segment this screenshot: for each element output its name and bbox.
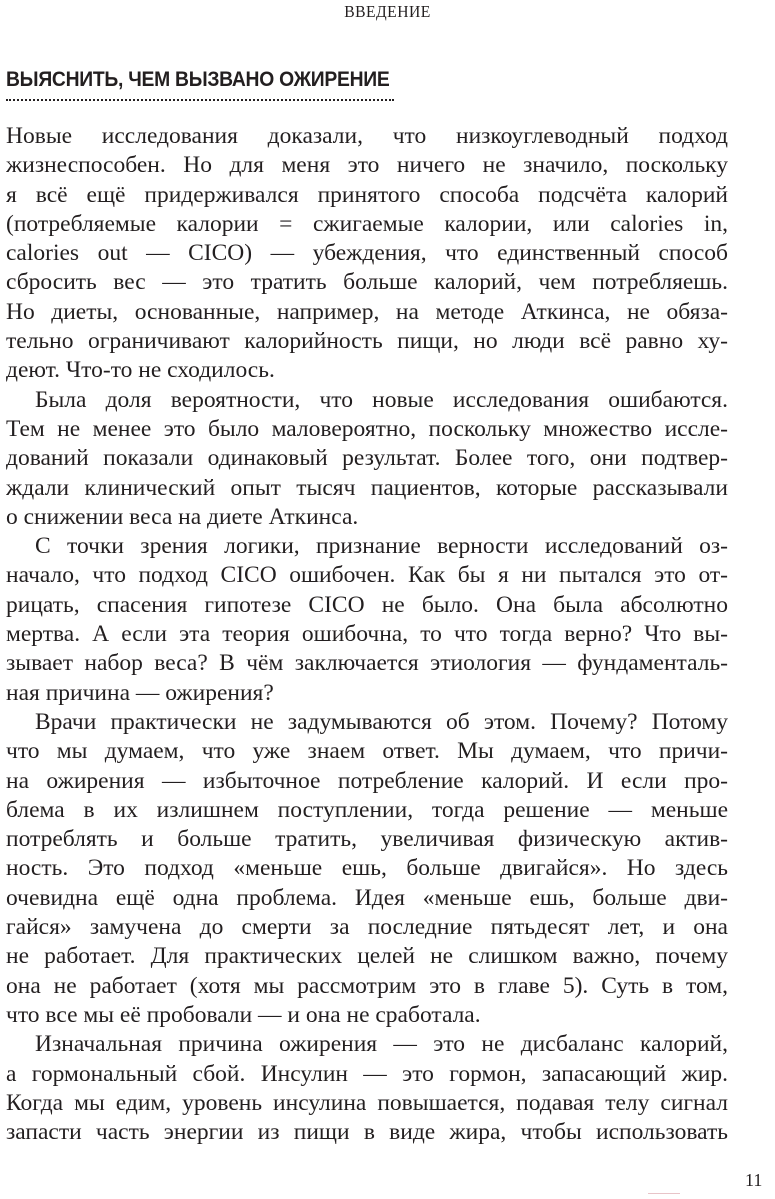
text-line: жизнеспособен. Но для меня это ничего не значило, поскольку (6, 152, 728, 179)
body-text (6, 122, 728, 1147)
text-line: деют. Что-то не сходилось. (6, 357, 275, 384)
text-line: тельно ограничивают калорийность пищи, но люди всё равно ху- (6, 328, 728, 355)
paragraph (6, 386, 728, 532)
text-line: ная причина — ожирения? (6, 679, 274, 706)
text-line: calories out — CICO) — убеждения, что единственный способ (6, 240, 728, 267)
text-line: ность. Это подход «меньше ешь, больше двигайся». Но здесь (6, 855, 728, 882)
text-line: Но диеты, основанные, например, на методе Аткинса, не обяза- (6, 298, 728, 325)
text-line: на ожирения — избыточное потребление калорий. И если про- (6, 767, 728, 794)
text-line: Изначальная причина ожирения — это не дисбаланс калорий, (35, 1031, 728, 1058)
text-line: она не работает (хотя мы рассмотрим это в главе 5). Суть в том, (6, 972, 728, 999)
text-line: Когда мы едим, уровень инсулина повышается, подавая телу сигнал (6, 1089, 728, 1116)
page-mark-divider (648, 1193, 680, 1194)
text-line: ждали клинический опыт тысяч пациентов, которые рассказывали (6, 474, 728, 501)
text-line: начало, что подход CICO ошибочен. Как бы я ни пытался это от- (6, 562, 728, 589)
text-line: потреблять и больше тратить, увеличивая физическую актив- (6, 826, 728, 853)
text-line: очевидна ещё одна проблема. Идея «меньше ешь, больше дви- (6, 884, 728, 911)
running-head: ВВЕДЕНИЕ (344, 2, 431, 21)
text-line: что все мы её пробовали — и она не сработала. (6, 1001, 481, 1028)
text-line: дований показали одинаковый результат. Более того, они подтвер- (6, 445, 728, 472)
text-line: Новые исследования доказали, что низкоуглеводный подход (6, 123, 728, 149)
text-line: зывает набор веса? В чём заключается этиология — фундаменталь- (6, 650, 728, 677)
text-line: запасти часть энергии из пищи в виде жира, чтобы использовать (6, 1119, 728, 1146)
text-line: Врачи практически не задумываются об этом. Почему? Потому (35, 708, 728, 735)
text-line: сбросить вес — это тратить больше калорий, чем потребляешь. (6, 269, 728, 296)
text-line: что мы думаем, что уже знаем ответ. Мы думаем, что причи- (6, 738, 728, 765)
section-title: ВЫЯСНИТЬ, ЧЕМ ВЫЗВАНО ОЖИРЕНИЕ (6, 68, 390, 91)
text-line: гайся» замучена до смерти за последние пятьдесят лет, и она (6, 914, 728, 941)
text-line: С точки зрения логики, признание верности исследований оз- (35, 533, 728, 560)
page-number: 11 (745, 1170, 763, 1190)
text-line: рицать, спасения гипотезе CICO не было. Она была абсолютно (6, 591, 728, 618)
text-line: я всё ещё придерживался принятого способа подсчёта калорий (6, 181, 728, 208)
paragraph (6, 122, 728, 386)
text-line: а гормональный сбой. Инсулин — это гормон, запасающий жир. (6, 1060, 728, 1087)
text-line: не работает. Для практических целей не слишком важно, почему (6, 943, 728, 970)
title-dotted-rule (6, 99, 394, 101)
paragraph (6, 708, 728, 1030)
text-line: (потребляемые калории = сжигаемые калории, или calories in, (6, 210, 728, 237)
paragraph (6, 1030, 728, 1147)
text-line: Тем не менее это было маловероятно, поскольку множество иссле- (6, 415, 728, 442)
text-line: Была доля вероятности, что новые исследования ошибаются. (35, 386, 728, 413)
text-line: блема в их излишнем поступлении, тогда решение — меньше (6, 796, 728, 823)
text-line: мертва. А если эта теория ошибочна, то что тогда верно? Что вы- (6, 621, 728, 648)
paragraph (6, 532, 728, 708)
text-line: о снижении веса на диете Аткинса. (6, 503, 359, 530)
